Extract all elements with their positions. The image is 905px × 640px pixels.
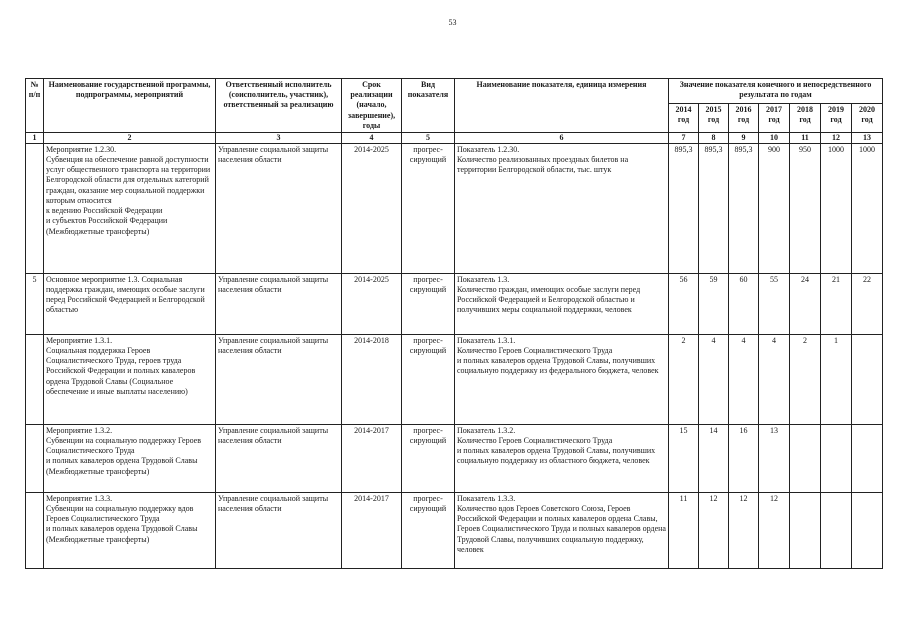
page-number: 53 [448, 18, 457, 27]
row-value-2015: 14 [699, 424, 729, 492]
row-value-2017: 13 [759, 424, 790, 492]
row-value-2018 [790, 492, 821, 568]
table-row [26, 334, 883, 424]
row-value-2016: 12 [729, 492, 759, 568]
row-value-2020 [852, 492, 883, 568]
row-value-2018: 950 [790, 143, 821, 273]
row-value-2016: 4 [729, 334, 759, 424]
row-value-2020: 1000 [852, 143, 883, 273]
row-value-2015: 12 [699, 492, 729, 568]
column-number: 7 [669, 133, 699, 144]
row-indicator: Показатель 1.2.30. Количество реализованных проездных билетов на территории Белгородской области, тыс. штук [455, 143, 669, 273]
column-number: 13 [852, 133, 883, 144]
row-value-2014: 2 [669, 334, 699, 424]
row-num [26, 492, 44, 568]
row-num [26, 143, 44, 273]
row-num [26, 424, 44, 492]
column-number: 1 [26, 133, 44, 144]
row-value-2020 [852, 424, 883, 492]
row-type: прогрес- сирующий [402, 492, 455, 568]
header-num: № п/п [26, 79, 44, 133]
column-number: 6 [455, 133, 669, 144]
row-value-2015: 895,3 [699, 143, 729, 273]
row-period: 2014-2025 [342, 273, 402, 334]
header-name: Наименование государственной программы, подпрограммы, мероприятий [44, 79, 216, 133]
row-value-2017: 12 [759, 492, 790, 568]
table-row [26, 273, 883, 334]
row-period: 2014-2018 [342, 334, 402, 424]
row-period: 2014-2017 [342, 424, 402, 492]
row-name: Мероприятие 1.3.2. Субвенции на социальную поддержку Героев Социалистического Труда и полных кавалеров ордена Трудовой Славы (Межбюджетные трансферты) [44, 424, 216, 492]
row-period: 2014-2025 [342, 143, 402, 273]
row-type: прогрес- сирующий [402, 424, 455, 492]
row-executor: Управление социальной защиты населения области [216, 273, 342, 334]
row-name: Мероприятие 1.3.1. Социальная поддержка Героев Социалистического Труда, героев труда Российской Федерации и полных кавалеров ордена Трудовой Славы (Социальное обеспечение и иные выплаты населению) [44, 334, 216, 424]
row-type: прогрес- сирующий [402, 273, 455, 334]
row-value-2016: 60 [729, 273, 759, 334]
row-value-2017: 900 [759, 143, 790, 273]
column-number: 12 [821, 133, 852, 144]
header-indicator: Наименование показателя, единица измерения [455, 79, 669, 133]
row-executor: Управление социальной защиты населения области [216, 492, 342, 568]
row-value-2015: 4 [699, 334, 729, 424]
table-row [26, 424, 883, 492]
row-executor: Управление социальной защиты населения области [216, 334, 342, 424]
row-indicator: Показатель 1.3.1. Количество Героев Социалистического Труда и полных кавалеров ордена Трудовой Славы, получивших социальную поддержку из федерального бюджета, человек [455, 334, 669, 424]
row-value-2019: 1 [821, 334, 852, 424]
column-number: 5 [402, 133, 455, 144]
row-indicator: Показатель 1.3.3. Количество вдов Героев Советского Союза, Героев Российской Федерации и полных кавалеров ордена Славы, Героев Социалистического Труда и полных кавалеров ордена Трудовой Славы, получивших социальную поддержку, человек [455, 492, 669, 568]
row-value-2017: 55 [759, 273, 790, 334]
header-year: 2020 год [852, 104, 883, 133]
header-year: 2019 год [821, 104, 852, 133]
row-value-2014: 11 [669, 492, 699, 568]
row-num: 5 [26, 273, 44, 334]
column-number: 9 [729, 133, 759, 144]
column-number: 2 [44, 133, 216, 144]
program-table [25, 78, 883, 569]
row-name: Основное мероприятие 1.3. Социальная поддержка граждан, имеющих особые заслуги перед Российской Федерацией и Белгородской областью [44, 273, 216, 334]
header-values-group: Значение показателя конечного и непосредственного результата по годам [669, 79, 883, 104]
column-number: 10 [759, 133, 790, 144]
header-year: 2016 год [729, 104, 759, 133]
header-type: Вид показателя [402, 79, 455, 133]
header-year: 2015 год [699, 104, 729, 133]
row-value-2019 [821, 492, 852, 568]
row-executor: Управление социальной защиты населения области [216, 143, 342, 273]
column-number: 8 [699, 133, 729, 144]
row-value-2018: 2 [790, 334, 821, 424]
row-value-2018: 24 [790, 273, 821, 334]
table-row [26, 143, 883, 273]
row-num [26, 334, 44, 424]
row-value-2014: 895,3 [669, 143, 699, 273]
column-number: 11 [790, 133, 821, 144]
row-type: прогрес- сирующий [402, 334, 455, 424]
row-indicator: Показатель 1.3. Количество граждан, имеющих особые заслуги перед Российской Федерацией и Белгородской областью и получивших меры социальной поддержки, человек [455, 273, 669, 334]
row-value-2020 [852, 334, 883, 424]
header-year: 2014 год [669, 104, 699, 133]
row-type: прогрес- сирующий [402, 143, 455, 273]
row-value-2019: 1000 [821, 143, 852, 273]
row-value-2017: 4 [759, 334, 790, 424]
row-value-2016: 895,3 [729, 143, 759, 273]
row-value-2019: 21 [821, 273, 852, 334]
row-value-2014: 56 [669, 273, 699, 334]
column-number: 4 [342, 133, 402, 144]
row-name: Мероприятие 1.2.30. Субвенция на обеспечение равной доступности услуг общественного транспорта на территории Белгородской области для отдельных категорий граждан, оказание мер социальной поддержки которым относится к ведению Российской Федерации и субъектов Российской Федерации (Межбюджетные трансферты) [44, 143, 216, 273]
header-period: Срок реализации (начало, завершение), годы [342, 79, 402, 133]
row-indicator: Показатель 1.3.2. Количество Героев Социалистического Труда и полных кавалеров ордена Трудовой Славы, получивших социальную поддержку из областного бюджета, человек [455, 424, 669, 492]
column-number: 3 [216, 133, 342, 144]
row-executor: Управление социальной защиты населения области [216, 424, 342, 492]
header-year: 2018 год [790, 104, 821, 133]
row-period: 2014-2017 [342, 492, 402, 568]
header-executor: Ответственный исполнитель (соисполнитель, участник), ответственный за реализацию [216, 79, 342, 133]
row-value-2016: 16 [729, 424, 759, 492]
row-value-2019 [821, 424, 852, 492]
column-number-row [26, 133, 883, 144]
table-row [26, 492, 883, 568]
row-value-2015: 59 [699, 273, 729, 334]
row-name: Мероприятие 1.3.3. Субвенции на социальную поддержку вдов Героев Социалистического Труда и полных кавалеров ордена Трудовой Славы (Межбюджетные трансферты) [44, 492, 216, 568]
row-value-2014: 15 [669, 424, 699, 492]
row-value-2020: 22 [852, 273, 883, 334]
header-year: 2017 год [759, 104, 790, 133]
row-value-2018 [790, 424, 821, 492]
